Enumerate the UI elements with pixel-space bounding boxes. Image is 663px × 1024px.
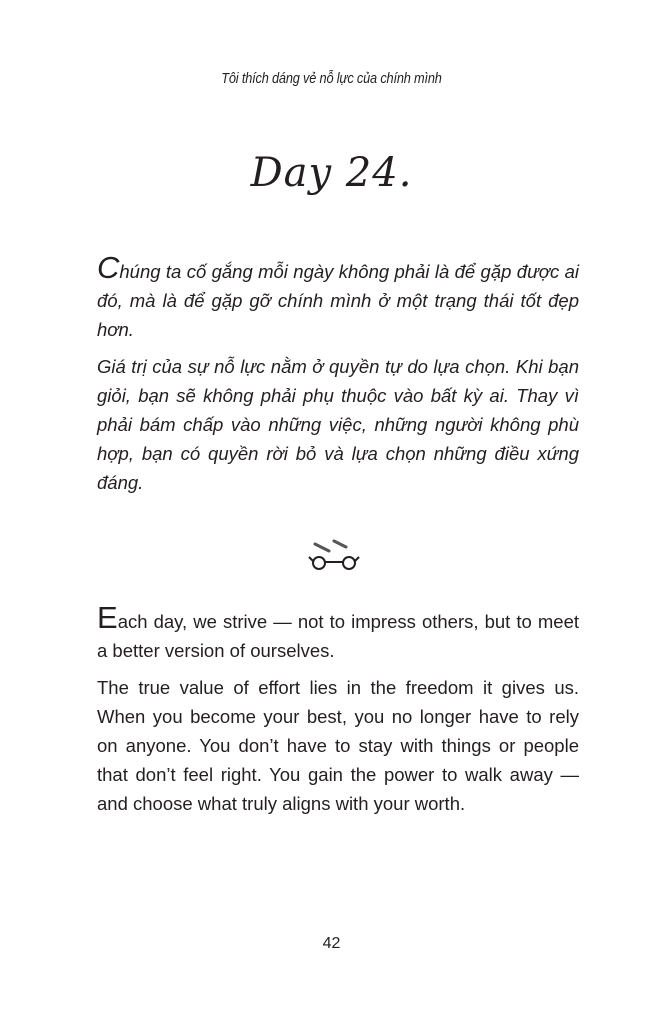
vietnamese-text [97, 250, 579, 505]
vietnamese-paragraph-2: Giá trị của sự nỗ lực nằm ở quyền tự do lựa chọn. Khi bạn giỏi, bạn sẽ không phải phụ thuộc vào bất kỳ ai. Thay vì phải bám chấp vào những việc, những người không phù hợp, bạn có quyền rời bỏ và lựa chọn những điều xứng đáng. [97, 356, 579, 493]
running-header: Tôi thích dáng vẻ nỗ lực của chính mình [221, 70, 442, 87]
page-number: 42 [322, 935, 341, 952]
paragraph-text: húng ta cố gắng mỗi ngày không phải là để gặp được ai đó, mà là để gặp gỡ chính mình ở một trạng thái tốt đẹp hơn. [97, 261, 579, 340]
english-paragraph-2: The true value of effort lies in the freedom it gives us. When you become your best, you no longer have to rely on anyone. You don’t have to stay with things or people that don’t feel right. You gain the power to walk away — and choose what truly aligns with your worth. [97, 677, 579, 814]
drop-cap: C [97, 250, 120, 285]
glasses-pencils-icon [305, 530, 365, 575]
drop-cap: E [97, 600, 118, 635]
english-paragraph-1 [97, 600, 579, 665]
vietnamese-paragraph-1 [97, 250, 579, 344]
english-text [97, 600, 579, 826]
paragraph-text: ach day, we strive — not to impress others, but to meet a better version of ourselves. [97, 611, 579, 661]
day-title: Day 24. [250, 150, 413, 196]
